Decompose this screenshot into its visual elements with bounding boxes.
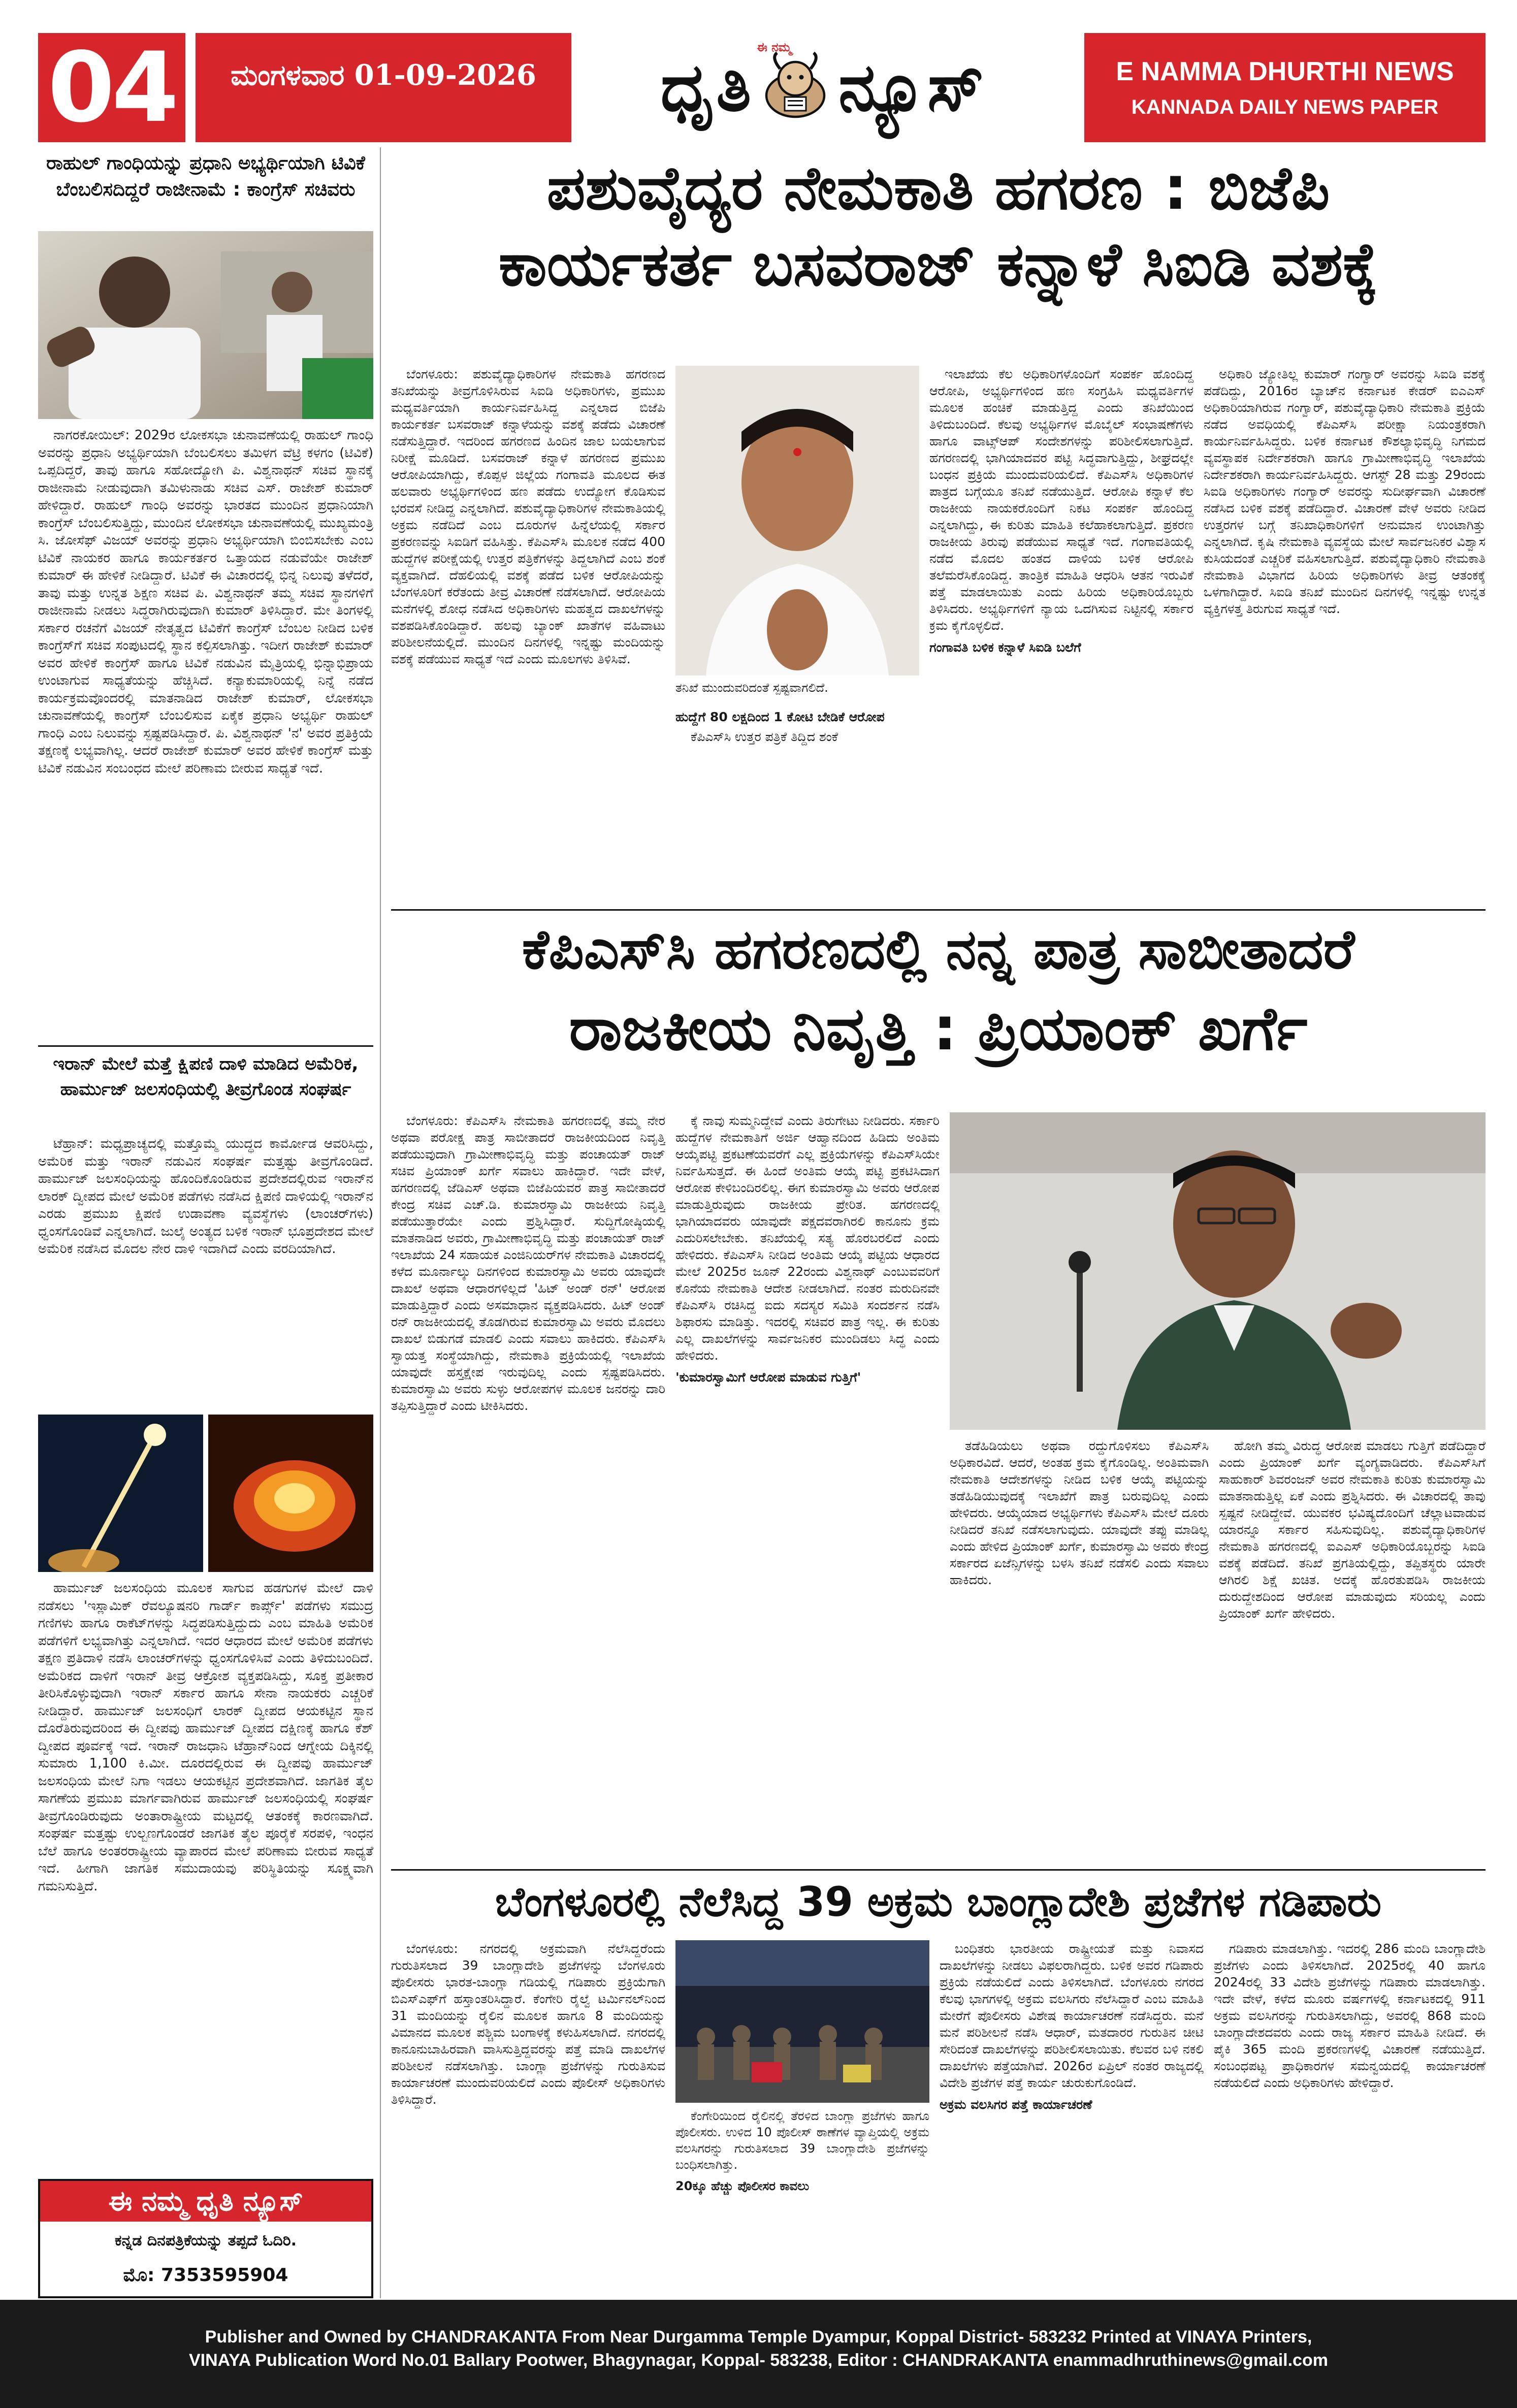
story1-col1b: ಹುದ್ದೆಗೆ 80 ಲಕ್ಷದಿಂದ 1 ಕೋಟಿ ಬೇಡಿಕೆ ಆರೋಪ ಕೆಪಿಎಸ್‌ಸಿ ಉತ್ತರ ಪತ್ರಿಕೆ ತಿದ್ದಿದ ಶಂಕೆ — [675, 710, 885, 744]
imprint-footer — [0, 2300, 1517, 2408]
paper-name-bar — [1084, 33, 1486, 142]
imprint-line1: Publisher and Owned by CHANDRAKANTA From Near Durgamma Temple Dyampur, Koppal District- 583232 Printed at VINAYA Printers, — [205, 2327, 1312, 2347]
story2-headline: ರಾಹುಲ್ ಗಾಂಧಿಯನ್ನು ಪ್ರಧಾನಿ ಅಭ್ಯರ್ಥಿಯಾಗಿ ಟಿವಿಕೆ ಬೆಂಬಲಿಸದಿದ್ದರೆ ರಾಜೀನಾಮೆ : ಕಾಂಗ್ರೆಸ್ ಸಚಿವರು — [46, 152, 365, 200]
story3-body1: ಟೆಹ್ರಾನ್: ಮಧ್ಯಪ್ರಾಚ್ಯದಲ್ಲಿ ಮತ್ತೊಮ್ಮೆ ಯುದ್ಧದ ಕಾರ್ಮೋಡ ಆವರಿಸಿದ್ದು, ಅಮೆರಿಕ ಮತ್ತು ಇರಾನ್ ನಡುವಿನ ಸಂಘರ್ಷ ಮತ್ತಷ್ಟು ತೀವ್ರಗೊಂಡಿದೆ. ಹಾರ್ಮುಜ್ ಜಲಸಂಧಿಯನ್ನು ಹೊಂದಿಕೊಂಡಿರುವ ಪ್ರದೇಶದಲ್ಲಿರುವ ಇರಾನ್‌ನ ಲಾರಕ್ ದ್ವೀಪದ ಮೇಲೆ ಅಮೆರಿಕ ಪಡೆಗಳು ನಡೆಸಿದ ಕ್ಷಿಪಣಿ ದಾಳಿಯಲ್ಲಿ ಇರಾನ್‌ನ ಎರಡು ಪ್ರಮುಖ ಕ್ಷಿಪಣಿ ಉಡಾವಣಾ ವ್ಯವಸ್ಥೆಗಳು (ಲಾಂಚರ್‌ಗಳು) ಧ್ವಂಸಗೊಂಡಿವೆ ಎನ್ನಲಾಗಿದೆ. ಜುಲೈ ಅಂತ್ಯದ ಬಳಿಕ ಇರಾನ್ ಭೂಪ್ರದೇಶದ ಮೇಲೆ ಅಮೆರಿಕ ನಡೆಸಿದ ಮೊದಲ ನೇರ ದಾಳಿ ಇದಾಗಿದೆ ಎಂದು ವರದಿಯಾಗಿದೆ. — [38, 1136, 373, 1257]
divider — [391, 909, 1486, 911]
ad-line1: ಕನ್ನಡ ದಿನಪತ್ರಿಕೆಯನ್ನು ತಪ್ಪದೆ ಓದಿರಿ. — [114, 2232, 297, 2250]
ad-phone: ಮೊ: 7353595904 — [123, 2265, 288, 2286]
logo-text-right: ನ್ಯೂಸ್ — [838, 48, 985, 126]
explosion-image — [208, 1415, 373, 1572]
missile-launch-image — [38, 1415, 203, 1572]
logo-text-left: ಧೃತಿ — [660, 48, 753, 126]
story4-headline-line1: ಕೆಪಿಎಸ್‌ಸಿ ಹಗರಣದಲ್ಲಿ ನನ್ನ ಪಾತ್ರ ಸಾಬೀತಾದರೆ — [522, 918, 1355, 981]
story5-col1: ಬೆಂಗಳೂರು: ನಗರದಲ್ಲಿ ಅಕ್ರಮವಾಗಿ ನೆಲೆಸಿದ್ದರೆಂದು ಗುರುತಿಸಲಾದ 39 ಬಾಂಗ್ಲಾದೇಶಿ ಪ್ರಜೆಗಳನ್ನು ಬೆಂಗಳೂರು ಪೊಲೀಸರು ಭಾರತ-ಬಾಂಗ್ಲಾ ಗಡಿಯಲ್ಲಿ ಗಡಿಪಾರು ಪ್ರಕ್ರಿಯೆಗಾಗಿ ಬಿಎಸ್‌ಎಫ್‌ಗೆ ಹಸ್ತಾಂತರಿಸಿದ್ದಾರೆ. ಕೆಂಗೇರಿ ರೈಲ್ವೆ ಟರ್ಮಿನಲ್‌ನಿಂದ 31 ಮಂದಿಯನ್ನು ರೈಲಿನ ಮೂಲಕ ಹಾಗೂ 8 ಮಂದಿಯನ್ನು ವಿಮಾನದ ಮೂಲಕ ಪಶ್ಚಿಮ ಬಂಗಾಳಕ್ಕೆ ಕಳುಹಿಸಲಾಗಿದೆ. ನಗರದಲ್ಲಿ ಕಾನೂನುಬಾಹಿರವಾಗಿ ವಾಸಿಸುತ್ತಿದ್ದವರನ್ನು ಪತ್ತೆ ಮಾಡಿ ದಾಖಲೆಗಳ ಪರಿಶೀಲನೆ ನಡೆಸಲಾಗಿತ್ತು. ಬಾಂಗ್ಲಾ ಪ್ರಜೆಗಳನ್ನು ಗುರುತಿಸುವ ಕಾರ್ಯಾಚರಣೆ ಮುಂದುವರಿಯಲಿದೆ ಎಂದು ಪೊಲೀಸ್ ಅಧಿಕಾರಿಗಳು ತಿಳಿಸಿದ್ದಾರೆ. — [391, 1941, 665, 2107]
railway-station-crowd-image — [675, 1940, 929, 2103]
divider — [38, 1045, 373, 1047]
story1-photo-caption: ತನಿಖೆ ಮುಂದುವರಿದಂತೆ ಸ್ಪಷ್ಟವಾಗಲಿದೆ. — [675, 681, 828, 695]
divider — [391, 1869, 1486, 1871]
story3-body2: ಹಾರ್ಮುಜ್ ಜಲಸಂಧಿಯ ಮೂಲಕ ಸಾಗುವ ಹಡಗುಗಳ ಮೇಲೆ ದಾಳಿ ನಡೆಸಲು 'ಇಸ್ಲಾಮಿಕ್ ರೆವಲ್ಯೂಷನರಿ ಗಾರ್ಡ್ ಕಾರ್ಪ್ಸ್' ಪಡೆಗಳು ಸಮುದ್ರ ಗಣಿಗಳು ಹಾಗೂ ರಾಕೆಟ್‌ಗಳನ್ನು ಸಿದ್ಧಪಡಿಸುತ್ತಿದ್ದುದು ಎಂಬ ಮಾಹಿತಿ ಅಮೆರಿಕ ಪಡೆಗಳಿಗೆ ಲಭ್ಯವಾಗಿತ್ತು ಎನ್ನಲಾಗಿದೆ. ಇದರ ಆಧಾರದ ಮೇಲೆ ಅಮೆರಿಕ ಪಡೆಗಳು ತಕ್ಷಣ ಪ್ರತಿದಾಳಿ ನಡೆಸಿ ಲಾಂಚರ್‌ಗಳನ್ನು ಧ್ವಂಸಗೊಳಿಸಿವೆ ಎಂದು ತಿಳಿದುಬಂದಿದೆ. ಅಮೆರಿಕದ ದಾಳಿಗೆ ಇರಾನ್ ತೀವ್ರ ಆಕ್ರೋಶ ವ್ಯಕ್ತಪಡಿಸಿದ್ದು, ಸೂಕ್ತ ಪ್ರತೀಕಾರ ತೀರಿಸಿಕೊಳ್ಳುವುದಾಗಿ ಇರಾನ್ ಸರ್ಕಾರ ಹಾಗೂ ಸೇನಾ ನಾಯಕರು ಎಚ್ಚರಿಕೆ ನೀಡಿದ್ದಾರೆ. ಹಾರ್ಮುಜ್ ಜಲಸಂಧಿಗೆ ಲಾರಕ್ ದ್ವೀಪದ ಆಯಕಟ್ಟಿನ ಸ್ಥಾನ ದೊರೆತಿರುವುದರಿಂದ ಈ ದ್ವೀಪವು ಹಾರ್ಮುಜ್ ದ್ವೀಪದ ದಕ್ಷಿಣಕ್ಕೆ ಹಾಗೂ ಕೆಶ್ ದ್ವೀಪದ ಪೂರ್ವಕ್ಕೆ ಇದೆ. ಇರಾನ್ ರಾಜಧಾನಿ ಟೆಹ್ರಾನ್‌ನಿಂದ ಆಗ್ನೇಯ ದಿಕ್ಕಿನಲ್ಲಿ ಸುಮಾರು 1,100 ಕಿ.ಮೀ. ದೂರದಲ್ಲಿರುವ ಈ ದ್ವೀಪವು ಹಾರ್ಮುಜ್ ಜಲಸಂಧಿಯ ಮೇಲೆ ನಿಗಾ ಇಡಲು ಆಯಕಟ್ಟಿನ ಪ್ರದೇಶವಾಗಿದೆ. ಜಾಗತಿಕ ತೈಲ ಸಾಗಣೆಯ ಪ್ರಮುಖ ಮಾರ್ಗವಾಗಿರುವ ಹಾರ್ಮುಜ್ ಜಲಸಂಧಿಯಲ್ಲಿ ಸಂಘರ್ಷ ತೀವ್ರಗೊಂಡಿರುವುದು ಅಂತಾರಾಷ್ಟ್ರೀಯ ಮಟ್ಟದಲ್ಲಿ ಆತಂಕಕ್ಕೆ ಕಾರಣವಾಗಿದೆ. ಸಂಘರ್ಷ ಮತ್ತಷ್ಟು ಉಲ್ಬಣಗೊಂಡರೆ ಜಾಗತಿಕ ತೈಲ ಪೂರೈಕೆ ಸರಪಳಿ, ಇಂಧನ ಬೆಲೆ ಹಾಗೂ ಅಂತರರಾಷ್ಟ್ರೀಯ ವ್ಯಾಪಾರದ ಮೇಲೆ ಪರಿಣಾಮ ಬೀರುವ ಸಾಧ್ಯತೆ ಇದೆ. ಹೀಗಾಗಿ ಜಾಗತಿಕ ಸಮುದಾಯವು ಪರಿಸ್ಥಿತಿಯನ್ನು ಸೂಕ್ಷ್ಮವಾಗಿ ಗಮನಿಸುತ್ತಿದೆ. — [38, 1581, 373, 1894]
paper-type: KANNADA DAILY NEWS PAPER — [1131, 96, 1439, 118]
politician-speech-image — [38, 231, 373, 419]
story1-headline-line2: ಕಾರ್ಯಕರ್ತ ಬಸವರಾಜ್ ಕನ್ನಾಳೆ ಸಿಐಡಿ ವಶಕ್ಕೆ — [498, 229, 1378, 299]
story1-headline-line1: ಪಶುವೈದ್ಯರ ನೇಮಕಾತಿ ಹಗರಣ : ಬಿಜೆಪಿ — [546, 153, 1330, 223]
missile-photo-right — [208, 1415, 373, 1572]
story1-col2: ಇಲಾಖೆಯ ಕೆಲ ಅಧಿಕಾರಿಗಳೊಂದಿಗೆ ಸಂಪರ್ಕ ಹೊಂದಿದ್ದ ಆರೋಪಿ, ಅಭ್ಯರ್ಥಿಗಳಿಂದ ಹಣ ಸಂಗ್ರಹಿಸಿ ಮಧ್ಯವರ್ತಿಗಳ ಮೂಲಕ ಹಂಚಿಕೆ ಮಾಡುತ್ತಿದ್ದ ಎಂದು ತನಿಖೆಯಿಂದ ತಿಳಿದುಬಂದಿದೆ. ಕೆಲವು ಅಭ್ಯರ್ಥಿಗಳ ಮೊಬೈಲ್ ಸಂಭಾಷಣೆಗಳು ಹಾಗೂ ವಾಟ್ಸ್ಆಪ್ ಸಂದೇಶಗಳನ್ನು ಪರಿಶೀಲಿಸಲಾಗುತ್ತಿದೆ. ಹಗರಣದಲ್ಲಿ ಭಾಗಿಯಾದವರ ಪಟ್ಟಿ ಸಿದ್ಧವಾಗುತ್ತಿದ್ದು, ಶೀಘ್ರದಲ್ಲೇ ಬಂಧನ ಪ್ರಕ್ರಿಯೆ ಮುಂದುವರಿಯಲಿದೆ. ಕೆಪಿಎಸ್‌ಸಿ ಅಧಿಕಾರಿಗಳ ಪಾತ್ರದ ಬಗ್ಗೆಯೂ ತನಿಖೆ ನಡೆಯುತ್ತಿದೆ. ಆರೋಪಿ ಕನ್ನಾಳೆ ಕೆಲ ರಾಜಕೀಯ ನಾಯಕರೊಂದಿಗೆ ನಿಕಟ ಸಂಪರ್ಕ ಹೊಂದಿದ್ದ ಎನ್ನಲಾಗಿದ್ದು, ಈ ಕುರಿತು ಮಾಹಿತಿ ಕಲೆಹಾಕಲಾಗುತ್ತಿದೆ. ಪ್ರಕರಣ ರಾಜಕೀಯ ತಿರುವು ಪಡೆಯುವ ಸಾಧ್ಯತೆ ಇದೆ. ಗಂಗಾವತಿಯಲ್ಲಿ ನಡೆದ ಮೊದಲ ಹಂತದ ದಾಳಿಯ ಬಳಿಕ ಆರೋಪಿ ತಲೆಮರೆಸಿಕೊಂಡಿದ್ದ. ತಾಂತ್ರಿಕ ಮಾಹಿತಿ ಆಧರಿಸಿ ಆತನ ಇರುವಿಕೆ ಪತ್ತೆ ಮಾಡಲಾಯಿತು ಎಂದು ಹಿರಿಯ ಅಧಿಕಾರಿಯೊಬ್ಬರು ತಿಳಿಸಿದರು. ಅಭ್ಯರ್ಥಿಗಳಿಗೆ ನ್ಯಾಯ ಒದಗಿಸುವ ನಿಟ್ಟಿನಲ್ಲಿ ಸರ್ಕಾರ ಕ್ರಮ ಕೈಗೊಳ್ಳಲಿದೆ. ಗಂಗಾವತಿ ಬಳಿಕ ಕನ್ನಾಳೆ ಸಿಐಡಿ ಬಲೆಗೆ — [929, 367, 1193, 655]
newspaper-logo — [574, 33, 1072, 142]
column-divider — [380, 147, 381, 2298]
story5-col1b: ಕೆಂಗೇರಿಯಿಂದ ರೈಲಿನಲ್ಲಿ ತೆರಳಿದ ಬಾಂಗ್ಲಾ ಪ್ರಜೆಗಳು ಹಾಗೂ ಪೊಲೀಸರು. ಉಳಿದ 10 ಪೊಲೀಸ್ ಠಾಣೆಗಳ ವ್ಯಾಪ್ತಿಯಲ್ಲಿ ಅಕ್ರಮ ವಲಸಿಗರನ್ನು ಗುರುತಿಸಲಾದ 39 ಬಾಂಗ್ಲಾದೇಶಿ ಪ್ರಜೆಗಳನ್ನು ಬಂಧಿಸಲಾಗಿತ್ತು. 20ಕ್ಕೂ ಹೆಚ್ಚು ಪೊಲೀಸರ ಕಾವಲು — [675, 2109, 929, 2193]
story4-col4: ಹೋಗಿ ತಮ್ಮ ವಿರುದ್ಧ ಆರೋಪ ಮಾಡಲು ಗುತ್ತಿಗೆ ಪಡೆದಿದ್ದಾರೆ ಎಂದು ಪ್ರಿಯಾಂಕ್ ಖರ್ಗೆ ವ್ಯಂಗ್ಯವಾಡಿದರು. ಕೆಪಿಎಸ್‌ಸಿಗೆ ಸಾಹುಕಾರ್ ಶಿವರಂಜನ್ ಅವರ ನೇಮಕಾತಿ ಕುರಿತು ಕುಮಾರಸ್ವಾಮಿ ಮಾತನಾಡುತ್ತಿಲ್ಲ ಏಕೆ ಎಂದು ಪ್ರಶ್ನಿಸಿದರು. ಈ ವಿಚಾರದಲ್ಲಿ ತಾವು ಸ್ಪಷ್ಟನೆ ನೀಡಿದ್ದೇವೆ. ಯುವಕರ ಭವಿಷ್ಯದೊಂದಿಗೆ ಚೆಲ್ಲಾಟವಾಡುವ ಯಾರನ್ನೂ ಸರ್ಕಾರ ಸಹಿಸುವುದಿಲ್ಲ. ಪಶುವೈದ್ಯಾಧಿಕಾರಿಗಳ ನೇಮಕಾತಿ ಹಗರಣದಲ್ಲಿ ಐಎಎಸ್ ಅಧಿಕಾರಿಯೊಬ್ಬರನ್ನು ಸಿಐಡಿ ವಶಕ್ಕೆ ಪಡೆದಿದೆ. ತನಿಖೆ ಪ್ರಗತಿಯಲ್ಲಿದ್ದು, ತಪ್ಪಿತಸ್ಥರು ಯಾರೇ ಆಗಿರಲಿ ಶಿಕ್ಷೆ ಖಚಿತ. ಅದಕ್ಕೆ ಹೊರತುಪಡಿಸಿ ರಾಜಕೀಯ ದುರುದ್ದೇಶದಿಂದ ಆರೋಪ ಮಾಡುವುದು ಸರಿಯಲ್ಲ ಎಂದು ಪ್ರಿಯಾಂಕ್ ಖರ್ಗೆ ಹೇಳಿದರು. — [1219, 1438, 1486, 1621]
missile-photo-left — [38, 1415, 203, 1572]
bull-mascot-icon — [757, 50, 833, 126]
story1-photo — [675, 366, 919, 676]
page-number: 04 — [38, 33, 185, 142]
imprint-line2: VINAYA Publication Word No.01 Ballary Pootwer, Bhagynagar, Koppal- 583238, Editor : CHANDRAKANTA enammadhruthinews@gmail.com — [189, 2351, 1328, 2370]
logo-tagline: ಈ ನಮ್ಮ — [757, 40, 792, 54]
story5-col3: ಗಡಿಪಾರು ಮಾಡಲಾಗಿತ್ತು. ಇದರಲ್ಲಿ 286 ಮಂದಿ ಬಾಂಗ್ಲಾದೇಶಿ ಪ್ರಜೆಗಳು ಎಂದು ತಿಳಿಸಲಾಗಿದೆ. 2025ರಲ್ಲಿ 40 ಹಾಗೂ 2024ರಲ್ಲಿ 33 ವಿದೇಶಿ ಪ್ರಜೆಗಳನ್ನು ಗಡಿಪಾರು ಮಾಡಲಾಗಿತ್ತು. ಇದೇ ವೇಳೆ, ಕಳೆದ ಮೂರು ವರ್ಷಗಳಲ್ಲಿ ಕರ್ನಾಟಕದಲ್ಲಿ 911 ಅಕ್ರಮ ವಲಸಿಗರನ್ನು ಗುರುತಿಸಲಾಗಿದ್ದು, ಅವರಲ್ಲಿ 868 ಮಂದಿ ಬಾಂಗ್ಲಾದೇಶದವರು ಎಂದು ರಾಜ್ಯ ಸರ್ಕಾರ ಮಾಹಿತಿ ನೀಡಿದೆ. ಈ ಪೈಕಿ 365 ಮಂದಿ ಪ್ರಕರಣಗಳಲ್ಲಿ ವಿಚಾರಣೆ ನಡೆಯುತ್ತಿದೆ. ಸಂಬಂಧಪಟ್ಟ ಪ್ರಾಧಿಕಾರಗಳ ಸಮನ್ವಯದಲ್ಲಿ ಕಾರ್ಯಾಚರಣೆ ನಡೆಯಲಿದೆ ಎಂದು ಅಧಿಕಾರಿಗಳು ಹೇಳಿದ್ದಾರೆ. — [1214, 1941, 1486, 2090]
story4-col3: ತಡೆಹಿಡಿಯಲು ಅಥವಾ ರದ್ದುಗೊಳಿಸಲು ಕೆಪಿಎಸ್‌ಸಿ ಅಧಿಕಾರವಿದೆ. ಆದರೆ, ಅಂತಹ ಕ್ರಮ ಕೈಗೊಂಡಿಲ್ಲ. ಅಂತಿಮವಾಗಿ ನೇಮಕಾತಿ ಆದೇಶಗಳನ್ನು ನೀಡಿದ ಬಳಿಕ ಆಯ್ಕೆ ಪಟ್ಟಿಯನ್ನು ತಡೆಹಿಡಿಯುವುದಕ್ಕೆ ಇಲಾಖೆಗೆ ಪಾತ್ರ ಬರುವುದಿಲ್ಲ ಎಂದು ಹೇಳಿದರು. ಆಯ್ಕೆಯಾದ ಅಭ್ಯರ್ಥಿಗಳು ಕೆಪಿಎಸ್‌ಸಿ ಮೇಲೆ ದೂರು ನೀಡಿದರೆ ತನಿಖೆ ನಡೆಸಲಾಗುವುದು. ಯಾವುದೇ ತಪ್ಪು ಮಾಡಿಲ್ಲ ಎಂದು ಹೇಳಿದ ಪ್ರಿಯಾಂಕ್ ಖರ್ಗೆ, ಕುಮಾರಸ್ವಾಮಿ ಅವರು ಕೇಂದ್ರ ಸರ್ಕಾರದ ಏಜೆನ್ಸಿಗಳನ್ನು ಬಳಸಿ ತನಿಖೆ ನಡೆಸಲಿ ಎಂದು ಸವಾಲು ಹಾಕಿದರು. — [950, 1438, 1209, 1587]
story1-col1: ಬೆಂಗಳೂರು: ಪಶುವೈದ್ಯಾಧಿಕಾರಿಗಳ ನೇಮಕಾತಿ ಹಗರಣದ ತನಿಖೆಯನ್ನು ತೀವ್ರಗೊಳಿಸಿರುವ ಸಿಐಡಿ ಅಧಿಕಾರಿಗಳು, ಪ್ರಮುಖ ಮಧ್ಯವರ್ತಿಯಾಗಿ ಕಾರ್ಯನಿರ್ವಹಿಸಿದ್ದ ಎನ್ನಲಾದ ಬಿಜೆಪಿ ಕಾರ್ಯಕರ್ತ ಬಸವರಾಜ್ ಕನ್ನಾಳೆಯನ್ನು ವಶಕ್ಕೆ ಪಡೆದು ವಿಚಾರಣೆ ನಡೆಸುತ್ತಿದ್ದಾರೆ. ಇದರಿಂದ ಹಗರಣದ ಹಿಂದಿನ ಜಾಲ ಬಯಲಾಗುವ ನಿರೀಕ್ಷೆ ಮೂಡಿದೆ. ಬಸವರಾಜ್ ಕನ್ನಾಳೆ ಹಗರಣದ ಪ್ರಮುಖ ಆರೋಪಿಯಾಗಿದ್ದು, ಕೊಪ್ಪಳ ಜಿಲ್ಲೆಯ ಗಂಗಾವತಿ ಮೂಲದ ಈತ ಹಲವಾರು ಅಭ್ಯರ್ಥಿಗಳಿಂದ ಹಣ ಪಡೆದು ಉದ್ಯೋಗ ಕೊಡಿಸುವ ಭರವಸೆ ನೀಡಿದ್ದ ಎನ್ನಲಾಗಿದೆ. ಪಶುವೈದ್ಯಾಧಿಕಾರಿಗಳ ನೇಮಕಾತಿಯಲ್ಲಿ ಅಕ್ರಮ ನಡೆದಿದೆ ಎಂಬ ದೂರುಗಳ ಹಿನ್ನೆಲೆಯಲ್ಲಿ ಸರ್ಕಾರ ಪ್ರಕರಣವನ್ನು ಸಿಐಡಿಗೆ ವಹಿಸಿತ್ತು. ಕೆಪಿಎಸ್‌ಸಿ ಮೂಲಕ ನಡೆದ 400 ಹುದ್ದೆಗಳ ಪರೀಕ್ಷೆಯಲ್ಲಿ ಉತ್ತರ ಪತ್ರಿಕೆಗಳನ್ನು ತಿದ್ದಲಾಗಿದೆ ಎಂಬ ಶಂಕೆ ವ್ಯಕ್ತವಾಗಿದೆ. ದೆಹಲಿಯಲ್ಲಿ ವಶಕ್ಕೆ ಪಡೆದ ಬಳಿಕ ಆರೋಪಿಯನ್ನು ಬೆಂಗಳೂರಿಗೆ ಕರೆತಂದು ತೀವ್ರ ವಿಚಾರಣೆ ನಡೆಸಲಾಗಿದೆ. ಆರೋಪಿಯ ಮನೆಗಳಲ್ಲಿ ಶೋಧ ನಡೆಸಿದ ಅಧಿಕಾರಿಗಳು ಮಹತ್ವದ ದಾಖಲೆಗಳನ್ನು ವಶಪಡಿಸಿಕೊಂಡಿದ್ದಾರೆ. ಹಲವು ಬ್ಯಾಂಕ್ ಖಾತೆಗಳ ವಹಿವಾಟು ಪರಿಶೀಲನೆಯಲ್ಲಿದೆ. ಮುಂದಿನ ದಿನಗಳಲ್ಲಿ ಇನ್ನಷ್ಟು ಮಂದಿಯನ್ನು ವಶಕ್ಕೆ ಪಡೆಯುವ ಸಾಧ್ಯತೆ ಇದೆ ಎಂದು ಮೂಲಗಳು ತಿಳಿಸಿವೆ. — [391, 367, 665, 666]
story2-body: ನಾಗರಕೋಯಿಲ್: 2029ರ ಲೋಕಸಭಾ ಚುನಾವಣೆಯಲ್ಲಿ ರಾಹುಲ್ ಗಾಂಧಿ ಅವರನ್ನು ಪ್ರಧಾನಿ ಅಭ್ಯರ್ಥಿಯಾಗಿ ಬೆಂಬಲಿಸಲು ತಮಿಳಗ ವೆಟ್ರಿ ಕಳಗಂ (ಟಿವಿಕೆ) ಒಪ್ಪದಿದ್ದರೆ, ತಾವು ಹಾಗೂ ಸಹೋದ್ಯೋಗಿ ಪಿ. ವಿಶ್ವನಾಥನ್ ಸಚಿವ ಸ್ಥಾನಕ್ಕೆ ರಾಜೀನಾಮೆ ನೀಡುವುದಾಗಿ ತಮಿಳುನಾಡು ಸಚಿವ ಎಸ್. ರಾಜೇಶ್ ಕುಮಾರ್ ಹೇಳಿದ್ದಾರೆ. ರಾಹುಲ್ ಗಾಂಧಿ ಅವರನ್ನು ಭಾರತದ ಮುಂದಿನ ಪ್ರಧಾನಿಯಾಗಿ ಕಾಂಗ್ರೆಸ್ ಬೆಂಬಲಿಸುತ್ತಿದ್ದು, ಮುಂದಿನ ಲೋಕಸಭಾ ಚುನಾವಣೆಯಲ್ಲಿ ಮುಖ್ಯಮಂತ್ರಿ ಸಿ. ಜೋಸೆಫ್ ವಿಜಯ್ ಅವರನ್ನು ಪ್ರಧಾನಿ ಅಭ್ಯರ್ಥಿಯಾಗಿ ಬಿಂಬಿಸಬೇಕು ಎಂಬ ಟಿವಿಕೆ ನಾಯಕರ ಹಾಗೂ ಕಾರ್ಯಕರ್ತರ ಒತ್ತಾಯದ ನಡುವೆಯೇ ರಾಜೇಶ್ ಕುಮಾರ್ ಈ ಹೇಳಿಕೆ ನೀಡಿದ್ದಾರೆ. ಟಿವಿಕೆ ಈ ವಿಚಾರದಲ್ಲಿ ಭಿನ್ನ ನಿಲುವು ತಳೆದರೆ, ತಾವು ಮತ್ತು ಉನ್ನತ ಶಿಕ್ಷಣ ಸಚಿವ ಪಿ. ವಿಶ್ವನಾಥನ್ ತಮ್ಮ ಸಚಿವ ಸ್ಥಾನಗಳಿಗೆ ರಾಜೀನಾಮೆ ನೀಡಲು ಸಿದ್ಧರಾಗಿರುವುದಾಗಿ ಕುಮಾರ್ ತಿಳಿಸಿದ್ದಾರೆ. ಮೇ ತಿಂಗಳಲ್ಲಿ ಸರ್ಕಾರ ರಚನೆಗೆ ವಿಜಯ್ ನೇತೃತ್ವದ ಟಿವಿಕೆಗೆ ಕಾಂಗ್ರೆಸ್ ಬೆಂಬಲ ನೀಡಿದ ಬಳಿಕ ಕಾಂಗ್ರೆಸ್‌ಗೆ ಸಚಿವ ಸಂಪುಟದಲ್ಲಿ ಸ್ಥಾನ ಕಲ್ಪಿಸಲಾಗಿತ್ತು. ಇದೀಗ ರಾಜೇಶ್ ಕುಮಾರ್ ಅವರ ಹೇಳಿಕೆ ಕಾಂಗ್ರೆಸ್ ಹಾಗೂ ಟಿವಿಕೆ ನಡುವಿನ ಮೈತ್ರಿಯಲ್ಲಿ ಭಿನ್ನಾಭಿಪ್ರಾಯ ಉಂಟಾಗುವ ಸಾಧ್ಯತೆಯನ್ನು ಹೆಚ್ಚಿಸಿದೆ. ಕನ್ಯಾಕುಮಾರಿಯಲ್ಲಿ ನಿನ್ನೆ ನಡೆದ ಕಾರ್ಯಕ್ರಮವೊಂದರಲ್ಲಿ ಮಾತನಾಡಿದ ರಾಜೇಶ್ ಕುಮಾರ್, ಲೋಕಸಭಾ ಚುನಾವಣೆಯಲ್ಲಿ ಕಾಂಗ್ರೆಸ್ ಬೆಂಬಲಿಸುವ ಏಕೈಕ ಪ್ರಧಾನಿ ಅಭ್ಯರ್ಥಿ ರಾಹುಲ್ ಗಾಂಧಿ ಎಂಬ ನಿಲುವನ್ನು ಸ್ಪಷ್ಟಪಡಿಸಿದ್ದಾರೆ. ಪಿ. ವಿಶ್ವನಾಥನ್ 'ನ' ಅವರ ಪ್ರತಿಕ್ರಿಯೆ ತಕ್ಷಣಕ್ಕೆ ಲಭ್ಯವಾಗಿಲ್ಲ. ಆದರೆ ರಾಜೇಶ್ ಕುಮಾರ್ ಅವರ ಹೇಳಿಕೆ ಕಾಂಗ್ರೆಸ್ ಮತ್ತು ಟಿವಿಕೆ ನಡುವಿನ ಸಂಬಂಧದ ಮೇಲೆ ಪರಿಣಾಮ ಬೀರುವ ಸಾಧ್ಯತೆ ಇದೆ. — [38, 428, 373, 776]
story4-col1: ಬೆಂಗಳೂರು: ಕೆಪಿಎಸ್‌ಸಿ ನೇಮಕಾತಿ ಹಗರಣದಲ್ಲಿ ತಮ್ಮ ನೇರ ಅಥವಾ ಪರೋಕ್ಷ ಪಾತ್ರ ಸಾಬೀತಾದರೆ ರಾಜಕೀಯದಿಂದ ನಿವೃತ್ತಿ ಪಡೆಯುವುದಾಗಿ ಗ್ರಾಮೀಣಾಭಿವೃದ್ಧಿ ಮತ್ತು ಪಂಚಾಯತ್ ರಾಜ್ ಸಚಿವ ಪ್ರಿಯಾಂಕ್ ಖರ್ಗೆ ಸವಾಲು ಹಾಕಿದ್ದಾರೆ. ಇದೇ ವೇಳೆ, ಹಗರಣದಲ್ಲಿ ಜೆಡಿಎಸ್ ಅಥವಾ ಬಿಜೆಪಿಯವರ ಪಾತ್ರ ಸಾಬೀತಾದರೆ ಕೇಂದ್ರ ಸಚಿವ ಎಚ್.ಡಿ. ಕುಮಾರಸ್ವಾಮಿ ರಾಜಕೀಯ ನಿವೃತ್ತಿ ಪಡೆಯುತ್ತಾರೆಯೇ ಎಂದು ಪ್ರಶ್ನಿಸಿದ್ದಾರೆ. ಸುದ್ದಿಗೋಷ್ಠಿಯಲ್ಲಿ ಮಾತನಾಡಿದ ಅವರು, ಗ್ರಾಮೀಣಾಭಿವೃದ್ಧಿ ಮತ್ತು ಪಂಚಾಯತ್ ರಾಜ್ ಇಲಾಖೆಯ 24 ಸಹಾಯಕ ಎಂಜಿನಿಯರ್‌ಗಳ ನೇಮಕಾತಿ ವಿಚಾರದಲ್ಲಿ ಕಳೆದ ಮೂರ್ನಾಲ್ಕು ದಿನಗಳಿಂದ ಕುಮಾರಸ್ವಾಮಿ ಅವರು ಯಾವುದೇ ದಾಖಲೆ ಅಥವಾ ಆಧಾರಗಳಿಲ್ಲದೆ 'ಹಿಟ್ ಅಂಡ್ ರನ್' ಆರೋಪ ಮಾಡುತ್ತಿದ್ದಾರೆ ಎಂದು ಅಸಮಾಧಾನ ವ್ಯಕ್ತಪಡಿಸಿದರು. ಹಿಟ್ ಅಂಡ್ ರನ್ ರಾಜಕೀಯದಲ್ಲಿ ತೊಡಗಿರುವ ಕುಮಾರಸ್ವಾಮಿ ಅವರು ಮೊದಲು ದಾಖಲೆ ಬಿಡುಗಡೆ ಮಾಡಲಿ ಎಂದು ಸವಾಲು ಹಾಕಿದರು. ಕೆಪಿಎಸ್‌ಸಿ ಸ್ವಾಯತ್ತ ಸಂಸ್ಥೆಯಾಗಿದ್ದು, ನೇಮಕಾತಿ ಪ್ರಕ್ರಿಯೆಯಲ್ಲಿ ಇಲಾಖೆಯ ಯಾವುದೇ ಹಸ್ತಕ್ಷೇಪ ಇರುವುದಿಲ್ಲ ಎಂದು ಸ್ಪಷ್ಟಪಡಿಸಿದರು. ಕುಮಾರಸ್ವಾಮಿ ಅವರು ಸುಳ್ಳು ಆರೋಪಗಳ ಮೂಲಕ ಜನರನ್ನು ದಾರಿ ತಪ್ಪಿಸುತ್ತಿದ್ದಾರೆ ಎಂದು ಟೀಕಿಸಿದರು. — [391, 1113, 665, 1413]
newspaper-ad — [38, 2179, 373, 2298]
story4-col2: ಕ್ಕೆ ನಾವು ಸುಮ್ಮನಿದ್ದೇವೆ ಎಂದು ತಿರುಗೇಟು ನೀಡಿದರು. ಸರ್ಕಾರಿ ಹುದ್ದೆಗಳ ನೇಮಕಾತಿಗೆ ಅರ್ಜಿ ಆಹ್ವಾನದಿಂದ ಹಿಡಿದು ಅಂತಿಮ ಆಯ್ಕೆಪಟ್ಟಿ ಪ್ರಕಟಣೆಯವರೆಗೆ ಎಲ್ಲ ಪ್ರಕ್ರಿಯೆಗಳನ್ನು ಕೆಪಿಎಸ್‌ಸಿಯೇ ನಿರ್ವಹಿಸುತ್ತದೆ. ಈ ಹಿಂದೆ ಅಂತಿಮ ಆಯ್ಕೆ ಪಟ್ಟಿ ಪ್ರಕಟಿಸಿದಾಗ ಆರೋಪ ಕೇಳಿಬಂದಿರಲಿಲ್ಲ. ಈಗ ಕುಮಾರಸ್ವಾಮಿ ಅವರು ಆರೋಪ ಮಾಡುತ್ತಿರುವುದು ರಾಜಕೀಯ ಪ್ರೇರಿತ. ಹಗರಣದಲ್ಲಿ ಭಾಗಿಯಾದವರು ಯಾವುದೇ ಪಕ್ಷದವರಾಗಿರಲಿ ಕಾನೂನು ಕ್ರಮ ಎದುರಿಸಲೇಬೇಕು. ತನಿಖೆಯಲ್ಲಿ ಸತ್ಯ ಹೊರಬರಲಿದೆ ಎಂದು ಹೇಳಿದರು. ಕೆಪಿಎಸ್‌ಸಿ ನೀಡಿದ ಅಂತಿಮ ಆಯ್ಕೆ ಪಟ್ಟಿಯ ಆಧಾರದ ಮೇಲೆ 2025ರ ಜೂನ್ 22ರಂದು ವಿಶ್ವನಾಥ್ ಎಂಬುವವರಿಗೆ ಕೊನೆಯ ನೇಮಕಾತಿ ಆದೇಶ ನೀಡಲಾಗಿದೆ. ನಂತರ ಮರುದಿನವೇ ಕೆಪಿಎಸ್‌ಸಿ ರಚಿಸಿದ್ದ ಐದು ಸದಸ್ಯರ ಸಮಿತಿ ಸಂದರ್ಶನ ನಡೆಸಿ ಶಿಫಾರಸು ಮಾಡಿತ್ತು. ಇದರಲ್ಲಿ ಸಚಿವರ ಪಾತ್ರ ಇಲ್ಲ. ಈ ಕುರಿತು ಎಲ್ಲ ದಾಖಲೆಗಳನ್ನು ಸಾರ್ವಜನಿಕರ ಮುಂದಿಡಲು ಸಿದ್ಧ ಎಂದು ಹೇಳಿದರು. 'ಕುಮಾರಸ್ವಾಮಿಗೆ ಆರೋಪ ಮಾಡುವ ಗುತ್ತಿಗೆ' — [675, 1113, 940, 1385]
story5-photo — [675, 1940, 929, 2103]
story3-headline: ಇರಾನ್ ಮೇಲೆ ಮತ್ತೆ ಕ್ಷಿಪಣಿ ದಾಳಿ ಮಾಡಿದ ಅಮೆರಿಕ, ಹಾರ್ಮುಜ್ ಜಲಸಂಧಿಯಲ್ಲಿ ತೀವ್ರಗೊಂಡ ಸಂಘರ್ಷ — [53, 1054, 359, 1100]
minister-speaking-image — [950, 1112, 1486, 1430]
story5-headline: ಬೆಂಗಳೂರಲ್ಲಿ ನೆಲೆಸಿದ್ದ 39 ಅಕ್ರಮ ಬಾಂಗ್ಲಾದೇಶಿ ಪ್ರಜೆಗಳ ಗಡಿಪಾರು — [495, 1878, 1382, 1925]
story5-col2: ಬಂಧಿತರು ಭಾರತೀಯ ರಾಷ್ಟ್ರೀಯತೆ ಮತ್ತು ನಿವಾಸದ ದಾಖಲೆಗಳನ್ನು ನೀಡಲು ವಿಫಲರಾಗಿದ್ದರು. ಬಳಿಕ ಅವರ ಗಡಿಪಾರು ಪ್ರಕ್ರಿಯೆ ನಡೆಯಲಿದೆ ಎಂದು ತಿಳಿಸಲಾಗಿದೆ. ಬೆಂಗಳೂರು ನಗರದ ಕೆಲವು ಭಾಗಗಳಲ್ಲಿ ಅಕ್ರಮ ವಲಸಿಗರು ನೆಲೆಸಿದ್ದಾರೆ ಎಂಬ ಮಾಹಿತಿ ಮೇರೆಗೆ ಪೊಲೀಸರು ವಿಶೇಷ ಕಾರ್ಯಾಚರಣೆ ನಡೆಸಿದ್ದರು. ಮನೆ ಮನೆ ಪರಿಶೀಲನೆ ನಡೆಸಿ ಆಧಾರ್, ಮತದಾರರ ಗುರುತಿನ ಚೀಟಿ ಸೇರಿದಂತೆ ದಾಖಲೆಗಳನ್ನು ಪರಿಶೀಲಿಸಲಾಯಿತು. ಕೆಲವರ ಬಳಿ ನಕಲಿ ದಾಖಲೆಗಳು ಪತ್ತೆಯಾಗಿವೆ. 2026ರ ಏಪ್ರಿಲ್ ನಂತರ ರಾಜ್ಯದಲ್ಲಿ ವಿದೇಶಿ ಪ್ರಜೆಗಳ ಪತ್ತೆ ಕಾರ್ಯ ಚುರುಕುಗೊಂಡಿದೆ. ಅಕ್ರಮ ವಲಸಿಗರ ಪತ್ತೆ ಕಾರ್ಯಾಚರಣೆ — [940, 1941, 1204, 2112]
story1-col3: ಅಧಿಕಾರಿ ಜ್ಯೋತಿಲ್ಲ ಕುಮಾರ್ ಗಂಗ್ವಾರ್ ಅವರನ್ನು ಸಿಐಡಿ ವಶಕ್ಕೆ ಪಡೆದಿದ್ದು, 2016ರ ಬ್ಯಾಚ್‌ನ ಕರ್ನಾಟಕ ಕೇಡರ್ ಐಎಎಸ್ ಅಧಿಕಾರಿಯಾಗಿರುವ ಗಂಗ್ವಾರ್, ಪಶುವೈದ್ಯಾಧಿಕಾರಿ ನೇಮಕಾತಿ ಪ್ರಕ್ರಿಯೆ ನಡೆದ ಅವಧಿಯಲ್ಲಿ ಕೆಪಿಎಸ್‌ಸಿ ಪರೀಕ್ಷಾ ನಿಯಂತ್ರಕರಾಗಿ ಕಾರ್ಯನಿರ್ವಹಿಸಿದ್ದರು. ಬಳಿಕ ಕರ್ನಾಟಕ ಕೌಶಲ್ಯಾಭಿವೃದ್ಧಿ ನಿಗಮದ ವ್ಯವಸ್ಥಾಪಕ ನಿರ್ದೇಶಕರಾಗಿ ಹಾಗೂ ಗ್ರಾಮೀಣಾಭಿವೃದ್ಧಿ ಇಲಾಖೆಯ ನಿರ್ದೇಶಕರಾಗಿ ಕಾರ್ಯನಿರ್ವಹಿಸಿದ್ದರು. ಆಗಸ್ಟ್ 28 ಮತ್ತು 29ರಂದು ಸಿಐಡಿ ಅಧಿಕಾರಿಗಳು ಗಂಗ್ವಾರ್ ಅವರನ್ನು ಸುದೀರ್ಘವಾಗಿ ವಿಚಾರಣೆ ನಡೆಸಿದ ಬಳಿಕ ವಶಕ್ಕೆ ಪಡೆದಿದ್ದಾರೆ. ವಿಚಾರಣೆ ವೇಳೆ ಅವರು ನೀಡಿದ ಉತ್ತರಗಳ ಬಗ್ಗೆ ತನಿಖಾಧಿಕಾರಿಗಳಿಗೆ ಅನುಮಾನ ಉಂಟಾಗಿತ್ತು ಎನ್ನಲಾಗಿದೆ. ಕೃಷಿ ನೇಮಕಾತಿ ವ್ಯವಸ್ಥೆಯ ಮೇಲೆ ಸಾರ್ವಜನಿಕರ ವಿಶ್ವಾಸ ಕುಸಿಯದಂತೆ ಎಚ್ಚರಿಕೆ ವಹಿಸಲಾಗುತ್ತಿದೆ. ಪಶುವೈದ್ಯಾಧಿಕಾರಿ ನೇಮಕಾತಿ ನೇಮಕಾತಿ ವಿಭಾಗದ ಹಿರಿಯ ಅಧಿಕಾರಿಗಳು ತೀವ್ರ ಆತಂಕಕ್ಕೆ ಒಳಗಾಗಿದ್ದಾರೆ. ಸಿಐಡಿ ತನಿಖೆ ಮುಂದಿನ ದಿನಗಳಲ್ಲಿ ಇನ್ನಷ್ಟು ಉನ್ನತ ವ್ಯಕ್ತಿಗಳತ್ತ ತಿರುಗುವ ಸಾಧ್ಯತೆ ಇದೆ. — [1204, 367, 1486, 616]
paper-name: E NAMMA DHURTHI NEWS — [1116, 57, 1454, 86]
story4-headline-line2: ರಾಜಕೀಯ ನಿವೃತ್ತಿ : ಪ್ರಿಯಾಂಕ್ ಖರ್ಗೆ — [569, 993, 1308, 1064]
story2-photo — [38, 231, 373, 419]
issue-date: ಮಂಗಳವಾರ 01-09-2026 — [231, 58, 536, 92]
ad-title: ಈ ನಮ್ಮ ಧೃತಿ ನ್ಯೂಸ್ — [40, 2181, 371, 2222]
story4-photo — [950, 1112, 1486, 1430]
accused-portrait-image — [675, 366, 919, 676]
date-bar — [196, 33, 571, 142]
